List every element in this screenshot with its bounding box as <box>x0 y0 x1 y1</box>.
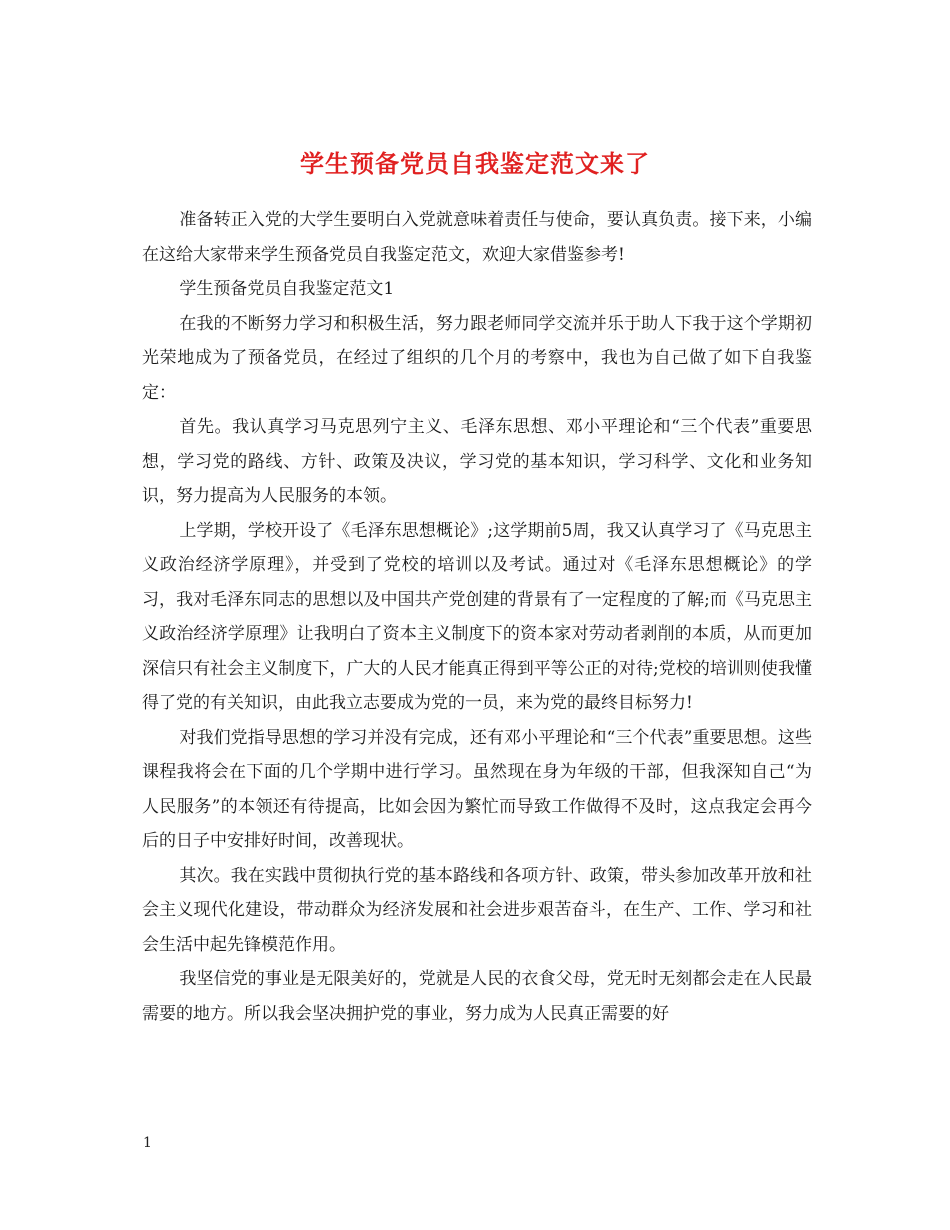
paragraph: 上学期，学校开设了《毛泽东思想概论》;这学期前5周，我又认真学习了《马克思主义政治经济学原理》，并受到了党校的培训以及考试。通过对《毛泽东思想概论》的学习，我对毛泽东同志的思想以及中国共产党创建的背景有了一定程度的了解;而《马克思主义政治经济学原理》让我明白了资本主义制度下的资本家对劳动者剥削的本质，从而更加深信只有社会主义制度下，广大的人民才能真正得到平等公正的对待;党校的培训则使我懂得了党的有关知识，由此我立志要成为党的一员，来为党的最终目标努力! <box>142 520 812 713</box>
page-number: 1 <box>143 1135 152 1151</box>
document-title: 学生预备党员自我鉴定范文来了 <box>300 150 650 179</box>
paragraph: 对我们党指导思想的学习并没有完成，还有邓小平理论和“三个代表”重要思想。这些课程我将会在下面的几个学期中进行学习。虽然现在身为年级的干部，但我深知自己“为人民服务”的本领还有待提高，比如会因为繁忙而导致工作做得不及时，这点我定会再今后的日子中安排好时间，改善现状。 <box>142 727 812 851</box>
paragraph-section-heading: 学生预备党员自我鉴定范文1 <box>179 279 395 299</box>
paragraph: 其次。我在实践中贯彻执行党的基本路线和各项方针、政策，带头参加改革开放和社会主义现代化建设，带动群众为经济发展和社会进步艰苦奋斗，在生产、工作、学习和社会生活中起先锋模范作用。 <box>142 865 812 955</box>
paragraph: 我坚信党的事业是无限美好的，党就是人民的衣食父母，党无时无刻都会走在人民最需要的地方。所以我会坚决拥护党的事业，努力成为人民真正需要的好 <box>142 969 812 1024</box>
document-body <box>142 203 812 1031</box>
paragraph: 首先。我认真学习马克思列宁主义、毛泽东思想、邓小平理论和“三个代表”重要思想，学习党的路线、方针、政策及决议，学习党的基本知识，学习科学、文化和业务知识，努力提高为人民服务的本领。 <box>142 417 812 506</box>
paragraph-intro: 准备转正入党的大学生要明白入党就意味着责任与使命，要认真负责。接下来，小编在这给大家带来学生预备党员自我鉴定范文，欢迎大家借鉴参考! <box>142 210 812 265</box>
paragraph: 在我的不断努力学习和积极生活，努力跟老师同学交流并乐于助人下我于这个学期初光荣地成为了预备党员，在经过了组织的几个月的考察中，我也为自己做了如下自我鉴定： <box>142 313 812 403</box>
